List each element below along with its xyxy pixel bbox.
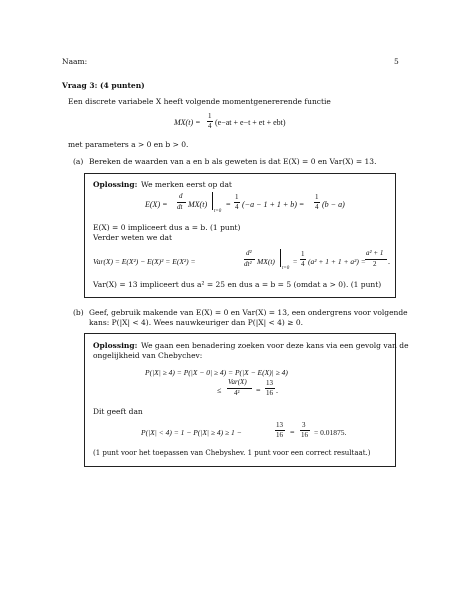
eq4: =: [290, 428, 295, 437]
ex-lhs: E(X) =: [145, 200, 168, 209]
part-b-label: (b): [73, 308, 84, 317]
params-text: met parameters a > 0 en b > 0.: [68, 140, 189, 149]
r-num: 13: [266, 379, 273, 387]
paren2: (b − a): [322, 200, 345, 209]
f-num: a² + 1: [366, 249, 384, 257]
v-den: 4²: [234, 389, 240, 397]
eq1: =: [226, 200, 231, 209]
q2-num: 1: [315, 193, 319, 201]
chebyshev-line-1: P(|X| ≥ 4) = P(|X − 0| ≥ 4) = P(|X − E(X)| ≥ 4): [145, 368, 288, 377]
part-b-text-2: kans: P(|X| < 4). Wees nauwkeuriger dan P(|X| < 4) ≥ 0.: [89, 318, 304, 327]
final-lhs: P(|X| < 4) = 1 − P(|X| ≥ 4) ≥ 1 −: [141, 428, 242, 437]
eval-bar-2: [280, 249, 281, 267]
r2-den: 16: [276, 431, 283, 439]
period-b: .: [276, 386, 278, 395]
d-den: dt: [177, 203, 183, 211]
d-num: d: [179, 192, 183, 200]
le-sign: ≤: [217, 386, 222, 395]
period-a: .: [388, 257, 390, 266]
solution-a-line3: Var(X) = 13 impliceert dus a² = 25 en dus a = b = 5 (omdat a > 0). (1 punt): [93, 280, 382, 289]
r-den: 16: [266, 389, 273, 397]
var-lhs: Var(X) = E(X²) − E(X)² = E(X²) =: [93, 257, 196, 266]
solution-a-line2: Verder weten we dat: [93, 233, 173, 242]
paren1: (−a − 1 + 1 + b) =: [242, 200, 305, 209]
mgf-coef-den: 4: [208, 122, 212, 130]
solution-b-dus: Dit geeft dan: [93, 407, 143, 416]
v-num: Var(X): [228, 378, 247, 386]
eq3: =: [256, 386, 261, 395]
page-number: 5: [394, 57, 399, 66]
solution-a-intro: We merken eerst op dat: [141, 180, 232, 189]
part-b-text-1: Geef, gebruik makende van E(X) = 0 en Var(X) = 13, een ondergrens voor volgende: [89, 308, 408, 317]
question-title: Vraag 3: (4 punten): [62, 81, 145, 90]
solution-a-line1: E(X) = 0 impliceert dus a = b. (1 punt): [93, 223, 241, 232]
part-a-text: Bereken de waarden van a en b als geweten is dat E(X) = 0 en Var(X) = 13.: [89, 157, 377, 166]
q3-num: 1: [301, 250, 305, 258]
d2-num: d²: [246, 249, 252, 257]
solution-b-points: (1 punt voor het toepassen van Chebyshev. 1 punt voor een correct resultaat.): [93, 449, 371, 457]
solution-b-intro-1: We gaan een benadering zoeken voor deze kans via een gevolg van de: [141, 341, 409, 350]
q-den: 4: [235, 203, 239, 211]
q3-den: 4: [301, 260, 305, 268]
f-den: 2: [373, 260, 377, 268]
r2-num: 13: [276, 421, 283, 429]
final-rhs: = 0.01875.: [314, 428, 347, 437]
q2-den: 4: [315, 203, 319, 211]
eval-bar: [212, 192, 213, 210]
question-intro: Een discrete variabele X heeft volgende momentgenererende functie: [68, 97, 331, 106]
mgf-b: MX(t): [257, 257, 275, 266]
solution-b-heading: Oplossing:: [93, 341, 138, 350]
part-a-label: (a): [73, 157, 84, 166]
eval-at-2: t=0: [282, 266, 290, 271]
r3-den: 16: [301, 431, 308, 439]
name-label: Naam:: [62, 57, 88, 66]
eq2: =: [293, 257, 298, 266]
mgf-a: MX(t): [188, 200, 208, 209]
mgf-coef-num: 1: [208, 112, 212, 120]
mgf-lhs: MX(t) =: [174, 118, 201, 127]
solution-a-heading: Oplossing:: [93, 180, 138, 189]
r3-num: 3: [302, 421, 306, 429]
eval-at: t=0: [214, 209, 222, 214]
paren3: (a² + 1 + 1 + a²) =: [308, 257, 366, 266]
mgf-rhs: (e−at + e−t + et + ebt): [215, 118, 286, 127]
solution-b-intro-2: ongelijkheid van Chebychev:: [93, 351, 203, 360]
d2-den: dt²: [244, 260, 252, 268]
q-num: 1: [235, 193, 239, 201]
